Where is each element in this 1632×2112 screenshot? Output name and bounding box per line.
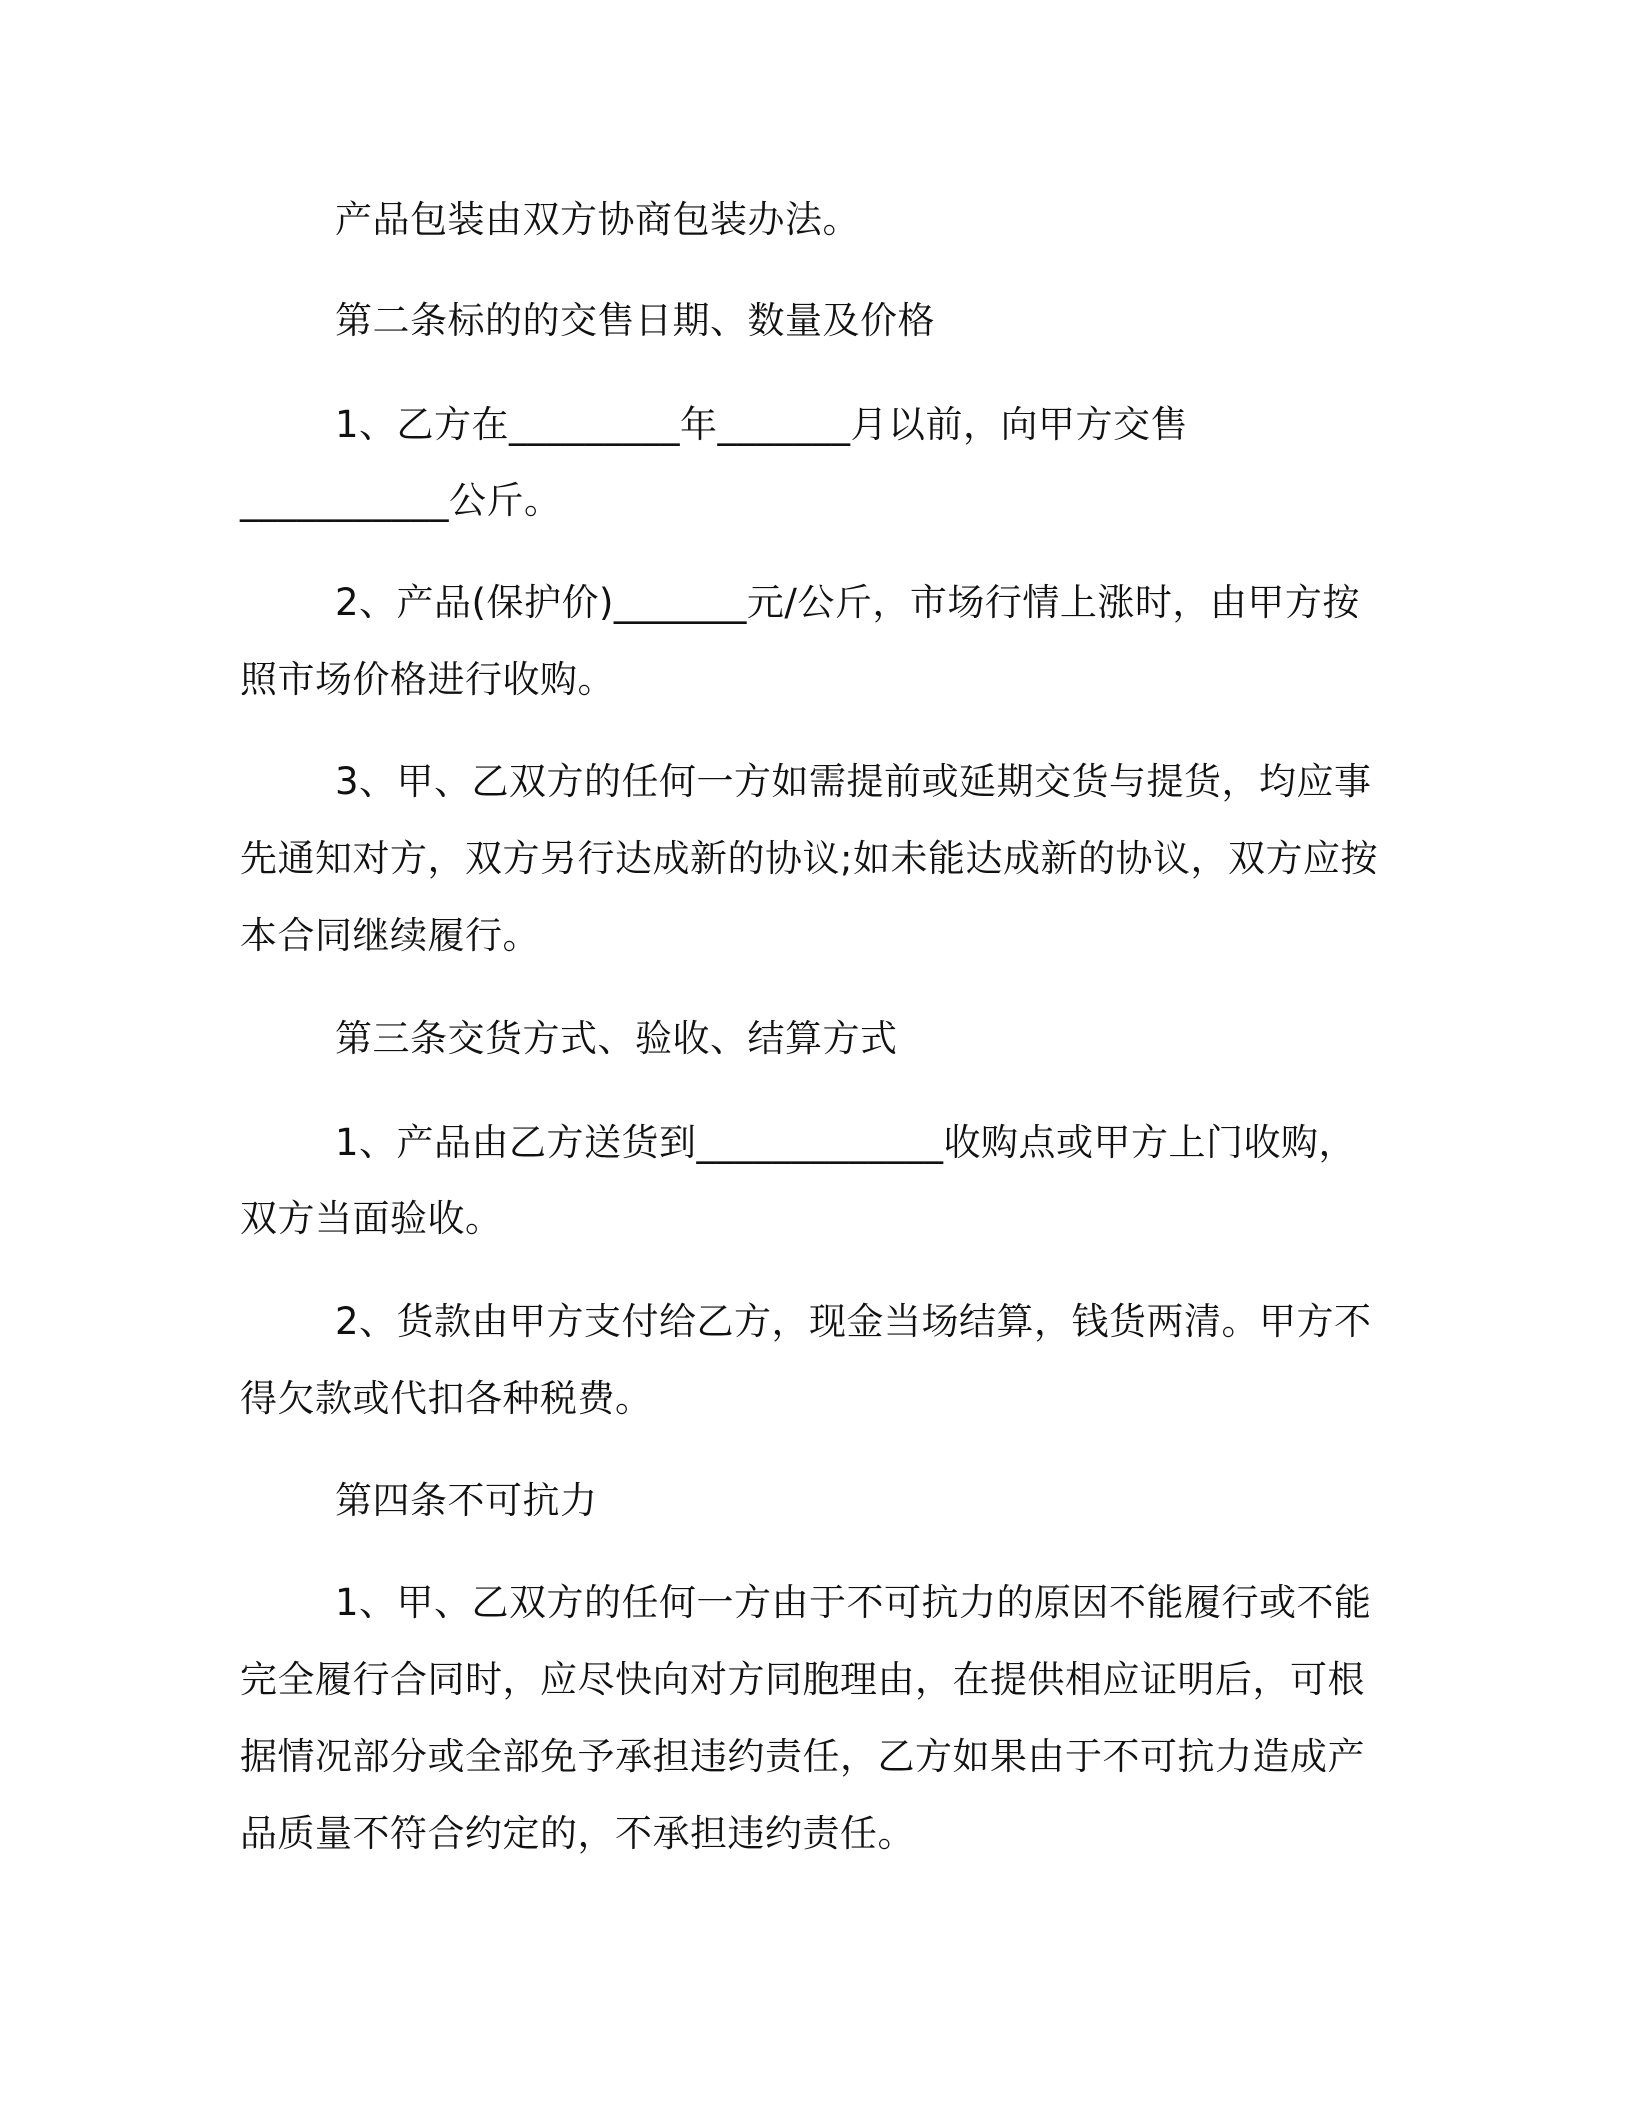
clause-2-3-line-1: 3、甲、乙双方的任何一方如需提前或延期交货与提货，均应事 [335,760,1372,803]
clause-2-2-line-2: 照市场价格进行收购。 [240,658,615,701]
heading-article-4: 第四条不可抗力 [335,1479,598,1522]
clause-2-3-line-2: 先通知对方，双方另行达成新的协议;如未能达成新的协议，双方应按 [240,837,1378,880]
clause-4-1-line-2: 完全履行合同时，应尽快向对方同胞理由，在提供相应证明后，可根 [240,1658,1365,1701]
clause-3-2-line-1: 2、货款由甲方支付给乙方，现金当场结算，钱货两清。甲方不 [335,1300,1372,1343]
clause-3-1-line-1: 1、产品由乙方送货到_____________收购点或甲方上门收购， [335,1121,1357,1164]
clause-4-1-line-4: 品质量不符合约定的，不承担违约责任。 [240,1812,915,1855]
clause-2-1-line-2: ___________公斤。 [240,479,562,522]
clause-2-3-line-3: 本合同继续履行。 [240,914,540,957]
paragraph-packaging: 产品包装由双方协商包装办法。 [335,198,860,241]
clause-4-1-line-3: 据情况部分或全部免予承担违约责任，乙方如果由于不可抗力造成产 [240,1735,1365,1778]
clause-2-2-line-1: 2、产品(保护价)_______元/公斤，市场行情上涨时，由甲方按 [335,581,1360,624]
heading-article-3: 第三条交货方式、验收、结算方式 [335,1017,898,1060]
clause-2-1-line-1: 1、乙方在_________年_______月以前，向甲方交售 [335,403,1189,446]
heading-article-2: 第二条标的的交售日期、数量及价格 [335,299,935,342]
clause-3-2-line-2: 得欠款或代扣各种税费。 [240,1377,653,1420]
clause-3-1-line-2: 双方当面验收。 [240,1197,503,1240]
clause-4-1-line-1: 1、甲、乙双方的任何一方由于不可抗力的原因不能履行或不能 [335,1581,1372,1624]
